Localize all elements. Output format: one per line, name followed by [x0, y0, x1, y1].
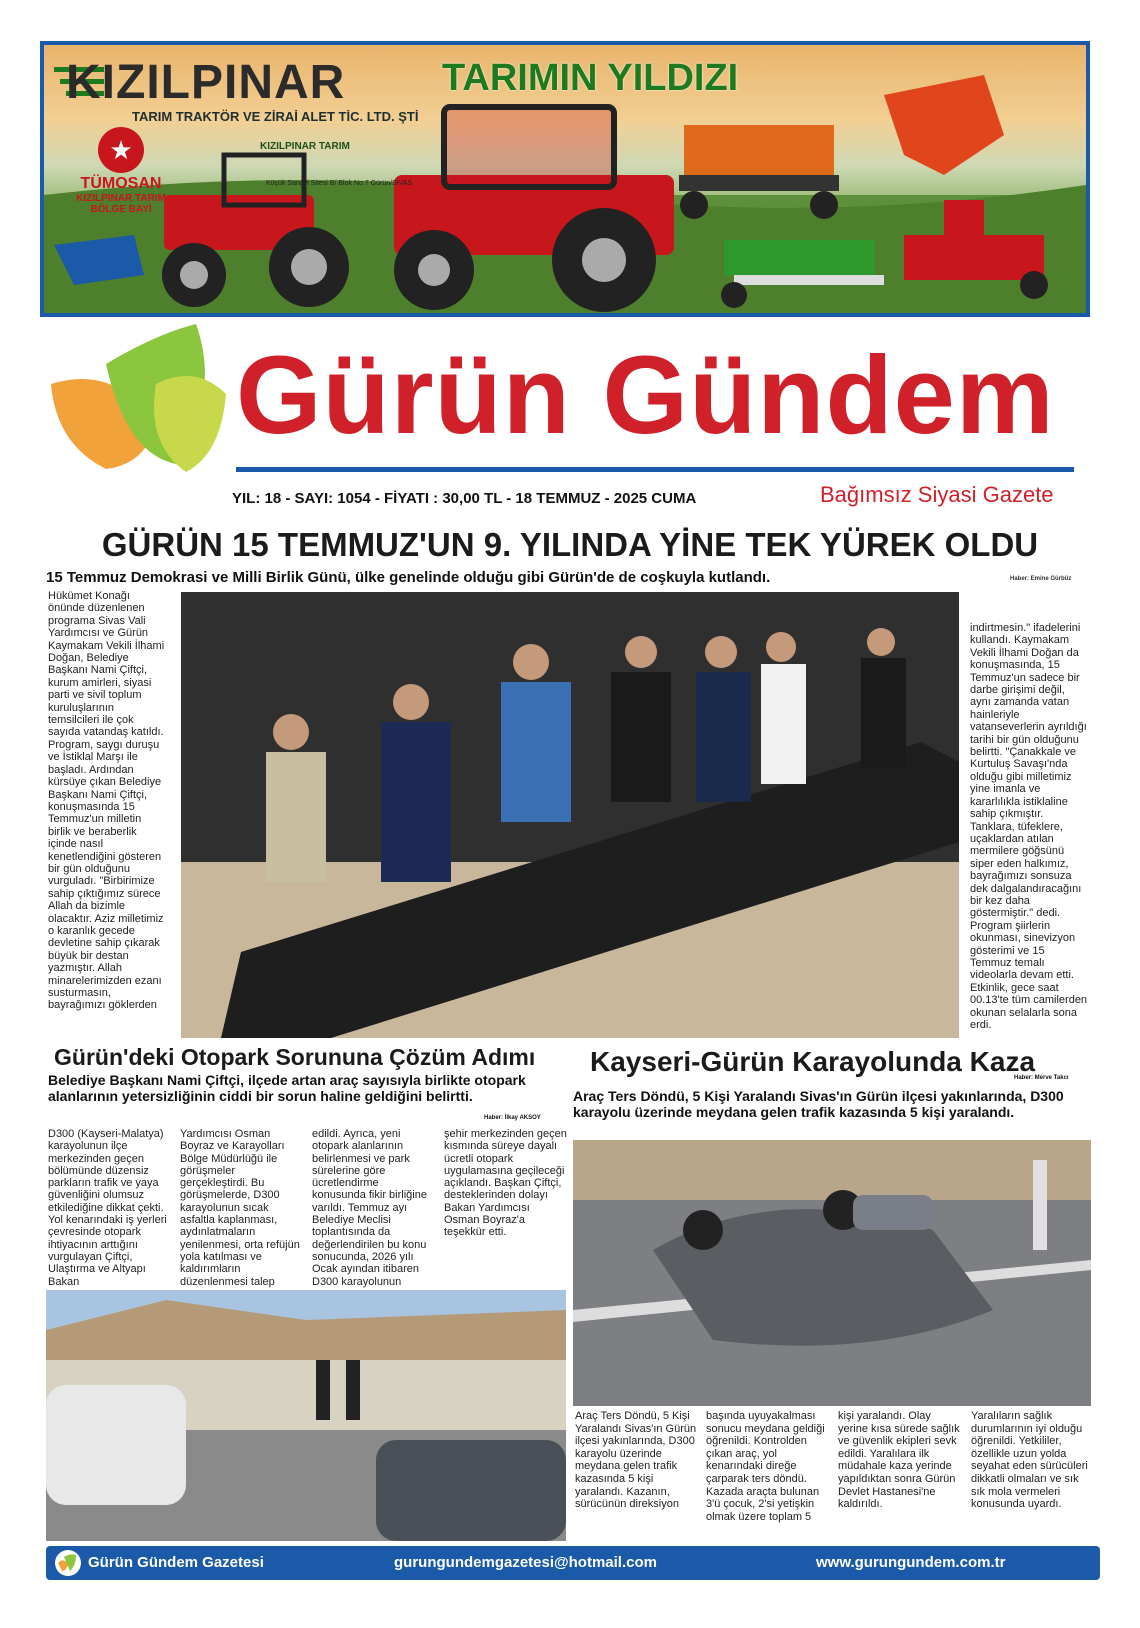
- accident-photo: [573, 1140, 1091, 1406]
- newspaper-leaf-logo-icon: [46, 324, 236, 474]
- dealer-badge: [66, 127, 176, 215]
- accident-photo-illustration: [573, 1140, 1091, 1406]
- dealer-role: BÖLGE BAYİ: [90, 204, 152, 215]
- accident-column-2: başında uyuyakalması sonucu meydana geldiği öğrenildi. Kontrolden çıkan araç, yol kenarındaki direğe çarparak ters döndü. Kazada araçta bulunan 3'ü çocuk, 2'si yetişkin olmak üzere toplam 5: [706, 1410, 825, 1523]
- newspaper-title: Gürün Gündem: [236, 334, 1055, 457]
- parking-column-2: Yardımcısı Osman Boyraz ve Karayolları Bölge Müdürlüğü ile görüşmeler gerçekleştirdi. Bu görüşmelerde, D300 karayolunun sıcak asfaltla kaplanması, aydınlatmaların yenilenmesi, orta refüjün yola katılması ve kaldırımların düzenlenmesi talep: [180, 1128, 300, 1288]
- title-divider: [236, 467, 1074, 472]
- ceremony-photo-illustration: [181, 592, 959, 1038]
- address-text: Küçük Sanayi Sitesi B/ Blok No:7 Gürün/SİVAS: [266, 180, 413, 187]
- footer-email-link[interactable]: gurungundemgazetesi@hotmail.com: [394, 1554, 657, 1571]
- parking-column-4: şehir merkezinden geçen kısmında süreye dayalı ücretli otopark uygulamasına geçileceği açıklandı. Başkan Çiftçi, desteklerinden dolayı Bakan Yardımcısı Osman Boyraz'a teşekkür etti.: [444, 1128, 567, 1239]
- accident-byline: Haber: Merve Takcı: [1014, 1075, 1069, 1081]
- address-title: KIZILPINAR TARIM: [260, 141, 350, 152]
- lead-column-right: indirtmesin." ifadelerini kullandı. Kaymakam Vekili İlhami Doğan da konuşmasında, 15 Temmuz'un sadece bir darbe girişimi değil, aynı zamanda vatan hainleriyle vatanseverlerin ayrıldığı tarihi bir gün olduğunu belirtti. "Çanakkale ve Kurtuluş Savaşı'nda olduğu gibi milletimiz yine imanla ve kararlılıkla istiklaline sahip çıkmıştır. Tanklara, tüfeklere, uçaklardan atılan mermilere göğsünü siper eden halkımız, bayrağımızı sonsuza dek dalgalandıracağını bir kez daha göstermiştir." dedi. Program şiirlerin okunması, sinevizyon gösterimi ve 15 Temmuz temalı videolarla devam etti. Etkinlik, gece saat 00.13'te tüm camilerden okunan selalarla sona erdi.: [970, 622, 1088, 1030]
- accident-column-1: Araç Ters Döndü, 5 Kişi Yaralandı Sivas'ın Gürün ilçesi yakınlarında, D300 karayolu üzerinde meydana gelen trafik kazasında 5 kişi yaralandı. Kazanın, sürücünün direksiyon: [575, 1410, 697, 1511]
- parking-column-1: D300 (Kayseri-Malatya) karayolunun ilçe merkezinden geçen bölümünde düzensiz parkların trafik ve yaya güvenliğini olumsuz etkilediğine dikkat çekti. Yol kenarındaki iş yerleri çevresinde otopark ihtiyacının arttığını vurgulayan Çiftçi, Ulaştırma ve Altyapı Bakan: [48, 1128, 167, 1288]
- dealer-name: KIZILPINAR TARIM: [76, 193, 166, 204]
- footer-newspaper-name: Gürün Gündem Gazetesi: [88, 1554, 264, 1571]
- footer-website-link[interactable]: www.gurungundem.com.tr: [816, 1554, 1006, 1571]
- street-photo-illustration: [46, 1290, 566, 1541]
- accident-headline: Kayseri-Gürün Karayolunda Kaza: [590, 1046, 1036, 1077]
- parking-subhead: Belediye Başkanı Nami Çiftçi, ilçede artan araç sayısıyla birlikte otopark alanlarının yetersizliğinin ciddi bir sorun haline geldiğini belirtti.: [48, 1072, 526, 1104]
- parking-byline: Haber: İlkay AKSOY: [484, 1115, 541, 1121]
- lead-byline: Haber: Emine Gürbüz: [1010, 576, 1072, 582]
- brand-subtitle: TARIM TRAKTÖR VE ZİRAİ ALET TİC. LTD. ŞTİ: [132, 109, 419, 124]
- tagline: Bağımsız Siyasi Gazete: [820, 482, 1054, 507]
- ad-slogan: TARIMIN YILDIZI: [442, 57, 739, 99]
- footer-leaf-icon: [54, 1549, 82, 1577]
- brand-name: KIZILPINAR: [66, 56, 346, 109]
- parking-headline: Gürün'deki Otopark Sorununa Çözüm Adımı: [54, 1044, 536, 1070]
- accident-column-3: kişi yaralandı. Olay yerine kısa sürede sağlık ve güvenlik ekipleri sevk edildi. Yaralılara ilk müdahale kaza yerinde yapıldıktan sonra Gürün Devlet Hastanesi'ne kaldırıldı.: [838, 1410, 960, 1511]
- plough-image: [884, 75, 1004, 175]
- footer-bar: [46, 1546, 1100, 1580]
- ceremony-photo: [181, 592, 959, 1038]
- dealer-brand: TÜMOSAN: [80, 175, 162, 192]
- issue-meta: YIL: 18 - SAYI: 1054 - FİYATI : 30,00 TL - 18 TEMMUZ - 2025 CUMA: [232, 490, 697, 507]
- star-logo-icon: ★: [98, 127, 144, 173]
- accident-column-4: Yaralıların sağlık durumlarının iyi olduğu öğrenildi. Yetkililer, özellikle uzun yolda seyahat eden sürücüleri dikkatli olmaları ve sık sık mola vermeleri konusunda uyardı.: [971, 1410, 1088, 1511]
- street-photo: [46, 1290, 566, 1541]
- ad-banner: [40, 41, 1090, 317]
- lead-headline: GÜRÜN 15 TEMMUZ'UN 9. YILINDA YİNE TEK YÜREK OLDU: [101, 526, 1039, 563]
- lead-column-left: Hükümet Konağı önünde düzenlenen programa Sivas Vali Yardımcısı ve Gürün Kaymakam Vekili İlhami Doğan, Belediye Başkanı Nami Çiftçi, kurum amirleri, siyasi parti ve sivil toplum kuruluşlarının temsilcileri ile çok sayıda vatandaş katıldı. Program, saygı duruşu ve İstiklal Marşı ile başladı. Ardından kürsüye çıkan Belediye Başkanı Nami Çiftçi, konuşmasında 15 Temmuz'un milletin birlik ve beraberlik içinde nasıl kenetlendiğini gösteren bir gün olduğunu vurguladı. "Birbirimize sahip çıktığımız sürece Allah da bizimle olacaktır. Aziz milletimiz o karanlık gecede devletine sahip çıkarak büyük bir destan yazmıştır. Allah minarelerimizden ezanı susturmasın, bayrağımızı göklerden: [48, 590, 165, 1012]
- parking-column-3: edildi. Ayrıca, yeni otopark alanlarının belirlenmesi ve park sürelerine göre ücretlendirme konusunda fikir birliğine varıldı. Temmuz ayı Belediye Meclisi toplantısında da değerlendirilen bu konu sonucunda, 2026 yılı Ocak ayından itibaren D300 karayolunun: [312, 1128, 427, 1288]
- accident-subhead: Araç Ters Döndü, 5 Kişi Yaralandı Sivas'ın Gürün ilçesi yakınlarında, D300 karayolu üzerinde meydana gelen trafik kazasında 5 kişi yaralandı.: [573, 1088, 1064, 1120]
- lead-subhead: 15 Temmuz Demokrasi ve Milli Birlik Günü, ülke genelinde olduğu gibi Gürün'de de coşkuyla kutlandı.: [46, 569, 771, 586]
